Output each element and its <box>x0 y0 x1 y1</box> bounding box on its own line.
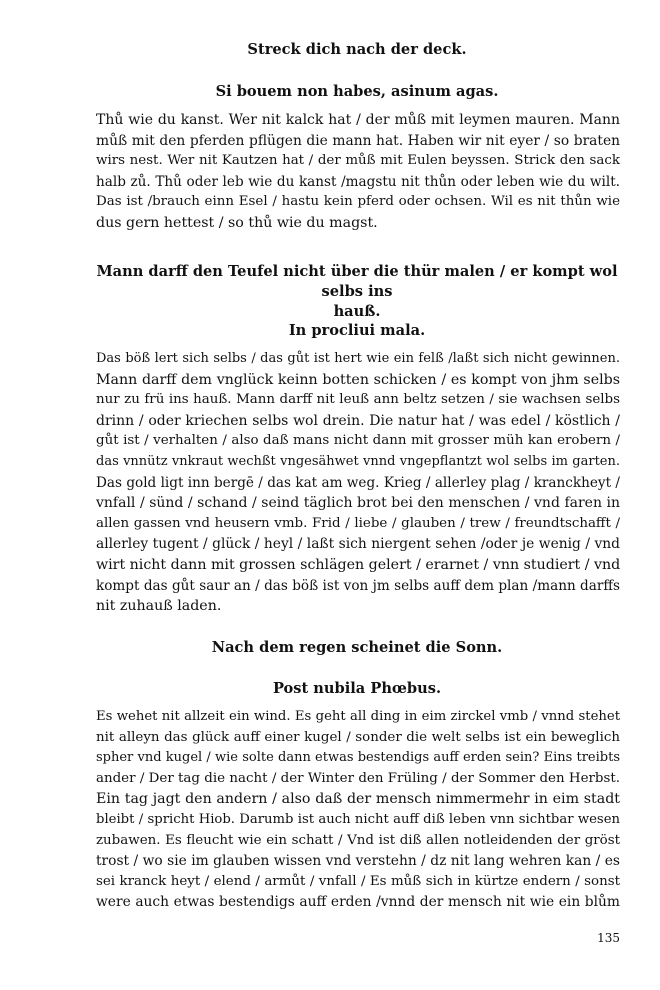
text-line: were auch etwas bestendigs auff erden /vnnd der mensch nit wie ein blům <box>96 894 620 911</box>
text-line: allen gassen vnd heusern vmb. Frid / liebe / glauben / trew / freundtschafft / <box>96 515 620 531</box>
text-line: vnfall / sünd / schand / seind täglich brot bei den menschen / vnd faren in <box>96 495 620 512</box>
text-line: drinn / oder kriechen selbs wol drein. Die natur hat / was edel / köstlich / <box>96 412 620 429</box>
latin-heading: In procliui mala. <box>288 322 426 339</box>
proverb-heading <box>96 262 618 322</box>
text-line: zubawen. Es fleucht wie ein schatt / Vnd ist diß allen notleidenden der gröst <box>96 832 620 848</box>
text-line: můß mit den pferden pflügen die mann hat. Haben wir nit eyer / so braten <box>96 132 620 149</box>
proverb-heading: Nach dem regen scheinet die Sonn. <box>211 639 503 656</box>
text-line: Das böß lert sich selbs / das gůt ist hert wie ein felß /laßt sich nicht gewinnen. <box>96 351 620 366</box>
latin-heading: Si bouem non habes, asinum agas. <box>215 83 499 100</box>
text-line: wirs nest. Wer nit Kautzen hat / der můß mit Eulen beyssen. Strick den sack <box>96 153 620 169</box>
text-line: halb zů. Thů oder leb wie du kanst /magstu nit thůn oder leben wie du wilt. <box>96 173 620 190</box>
text-line: nur zu frü ins hauß. Mann darff nit leuß ann beltz setzen / sie wachsen selbs <box>96 392 620 408</box>
text-line: bleibt / spricht Hiob. Darumb ist auch nicht auff diß leben vnn sichtbar wesen <box>96 811 620 827</box>
text-line: Ein tag jagt den andern / also daß der mensch nimmermehr in eim stadt <box>96 791 620 808</box>
paragraph <box>96 349 620 617</box>
text-line: sei kranck heyt / elend / armůt / vnfall / Es můß sich in kürtze endern / sonst <box>96 873 620 889</box>
text-line: allerley tugent / glück / heyl / laßt sich niergent sehen /oder je wenig / vnd <box>96 536 620 553</box>
latin-heading: Post nubila Phœbus. <box>272 680 442 697</box>
proverb-heading: Streck dich nach der deck. <box>247 41 467 58</box>
text-line: Das gold ligt inn bergē / das kat am weg. Krieg / allerley plag / kranckheyt / <box>96 474 620 491</box>
text-line: das vnnütz vnkraut wechßt vngesähwet vnnd vngepflantzt wol selbs im garten. <box>96 453 620 469</box>
paragraph <box>96 707 620 913</box>
text-line: Es wehet nit allzeit ein wind. Es geht all ding in eim zirckel vmb / vnnd stehet <box>96 709 620 724</box>
proverb-heading-line: hauß. <box>333 303 381 320</box>
text-line: Das ist /brauch einn Esel / hastu kein pferd oder ochsen. Wil es nit thůn wie <box>96 194 620 210</box>
text-line: wirt nicht dann mit grossen schlägen gelert / erarnet / vnn studiert / vnd <box>96 556 621 573</box>
text-line: Thů wie du kanst. Wer nit kalck hat / der můß mit leymen mauren. Mann <box>96 112 620 128</box>
text-line: nit alleyn das glück auff einer kugel / sonder die welt selbs ist ein beweglich <box>96 729 620 745</box>
paragraph <box>96 110 620 234</box>
text-line: trost / wo sie im glauben wissen vnd verstehn / dz nit lang wehren kan / es <box>96 853 620 870</box>
proverb-heading-line: Mann darff den Teufel nicht über die thür malen / er kompt wol selbs ins <box>96 263 618 300</box>
text-line: nit zuhauß laden. <box>96 598 222 615</box>
page-number: 135 <box>597 931 620 945</box>
text-line: ander / Der tag die nacht / der Winter den Früling / der Sommer den Herbst. <box>96 770 620 786</box>
text-line: kompt das gůt saur an / das böß ist von jm selbs auff dem plan /mann darffs <box>96 577 620 594</box>
text-line: Mann darff dem vnglück keinn botten schicken / es kompt von jhm selbs <box>96 371 620 388</box>
text-line: dus gern hettest / so thů wie du magst. <box>96 214 378 231</box>
text-line: gůt ist / verhalten / also daß mans nicht dann mit grosser müh kan erobern / <box>96 433 620 449</box>
text-line: spher vnd kugel / wie solte dann etwas bestendigs auff erden sein? Eins treibts <box>96 750 620 766</box>
